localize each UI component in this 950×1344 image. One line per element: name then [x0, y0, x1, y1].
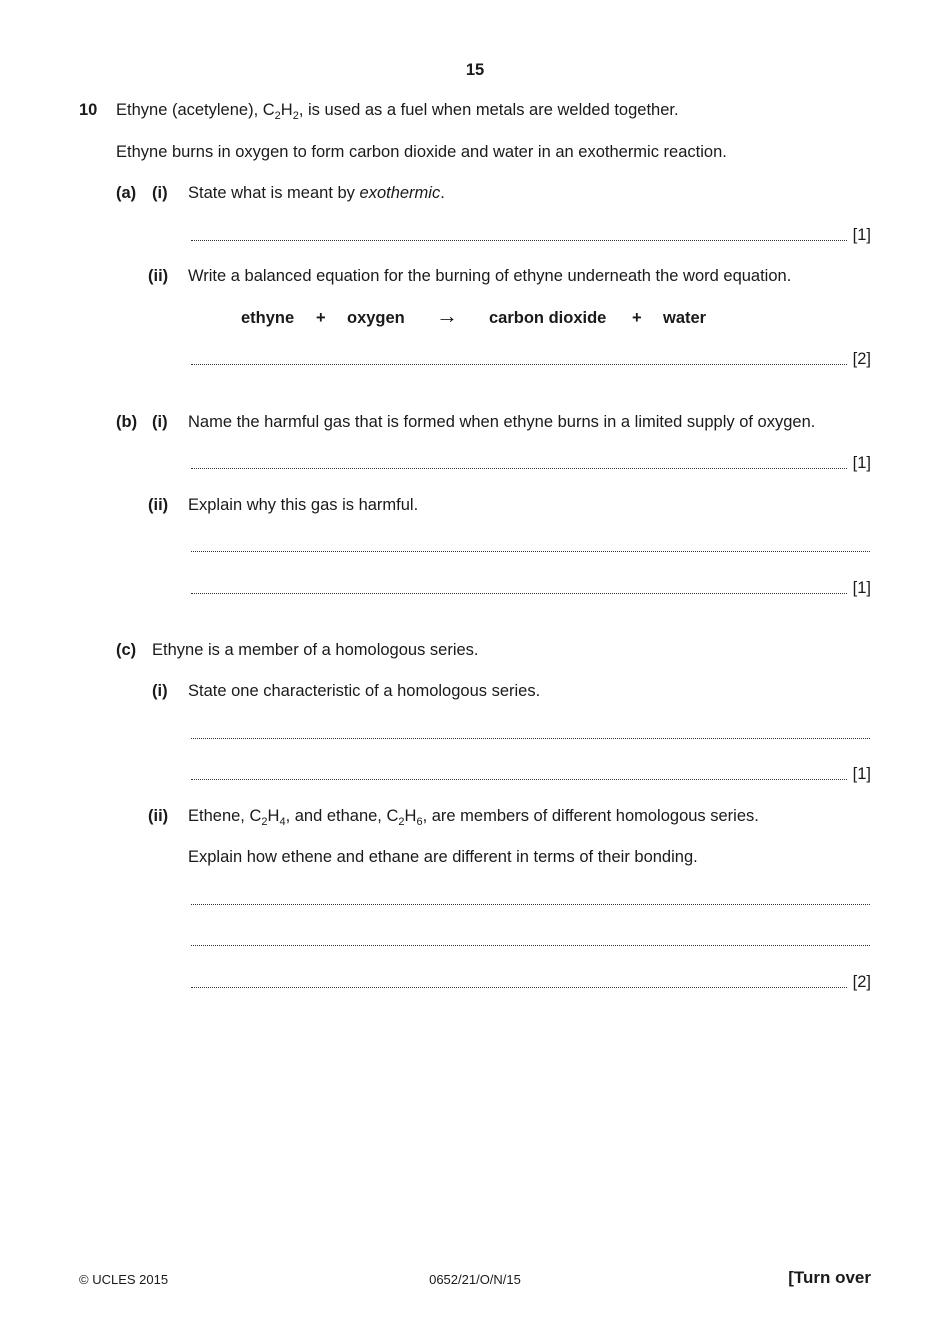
question-number: 10: [79, 101, 98, 119]
page-number: 15: [465, 61, 485, 79]
answer-line-c-ii-3[interactable]: [191, 972, 871, 992]
mark-b-i: [1]: [852, 454, 871, 472]
part-a-i-text: State what is meant by exothermic.: [188, 184, 445, 202]
mark-a-i: [1]: [852, 226, 871, 244]
answer-line-a-i[interactable]: [191, 225, 871, 245]
equation-reactant-2: oxygen: [347, 309, 405, 327]
answer-line-a-ii[interactable]: [191, 349, 871, 369]
answer-line-c-i-1[interactable]: [191, 723, 870, 743]
mark-a-ii: [2]: [852, 350, 871, 368]
footer-turn-over: [Turn over: [788, 1268, 871, 1287]
question-intro-2: Ethyne burns in oxygen to form carbon dioxide and water in an exothermic reaction.: [116, 143, 727, 161]
part-c-ii-label: (ii): [148, 807, 169, 825]
answer-line-b-ii-1[interactable]: [191, 536, 870, 556]
part-b-label: (b): [116, 413, 138, 431]
equation-product-1: carbon dioxide: [489, 309, 607, 327]
part-c-label: (c): [116, 641, 137, 659]
part-b-ii-text: Explain why this gas is harmful.: [188, 496, 419, 514]
equation-product-2: water: [663, 309, 707, 327]
part-c-ii-text: Ethene, $C_2H_4$, and ethane, $C_2H_6$, are members of different homologous series.: [188, 807, 759, 828]
part-a-ii-text: Write a balanced equation for the burning of ethyne underneath the word equation.: [188, 267, 792, 285]
mark-c-ii: [2]: [852, 973, 871, 991]
answer-line-b-ii-2[interactable]: [191, 578, 871, 598]
part-a-ii-label: (ii): [148, 267, 169, 285]
equation-reactant-1: ethyne: [241, 309, 295, 327]
part-a-label: (a): [116, 184, 137, 202]
part-c-text: Ethyne is a member of a homologous series.: [152, 641, 479, 659]
part-b-i-label: (i): [152, 413, 168, 431]
part-c-ii-text-b: Explain how ethene and ethane are different in terms of their bonding.: [188, 848, 698, 866]
answer-line-c-i-2[interactable]: [191, 764, 871, 784]
mark-b-ii: [1]: [852, 579, 871, 597]
answer-line-c-ii-1[interactable]: [191, 889, 870, 909]
footer-copyright: © UCLES 2015: [79, 1272, 169, 1287]
mark-c-i: [1]: [852, 765, 871, 783]
answer-line-c-ii-2[interactable]: [191, 930, 870, 950]
footer-code: 0652/21/O/N/15: [429, 1272, 521, 1287]
part-b-i-text: Name the harmful gas that is formed when ethyne burns in a limited supply of oxygen.: [188, 413, 816, 431]
part-c-i-text: State one characteristic of a homologous series.: [188, 682, 541, 700]
equation-plus-1: +: [316, 309, 326, 327]
part-c-i-label: (i): [152, 682, 168, 700]
equation-plus-2: +: [632, 309, 642, 327]
equation-arrow: →: [436, 303, 458, 328]
question-intro-1: Ethyne (acetylene), $C_2H_2$, is used as a fuel when metals are welded together.: [116, 101, 679, 122]
part-a-i-label: (i): [152, 184, 168, 202]
part-b-ii-label: (ii): [148, 496, 169, 514]
answer-line-b-i[interactable]: [191, 453, 871, 473]
